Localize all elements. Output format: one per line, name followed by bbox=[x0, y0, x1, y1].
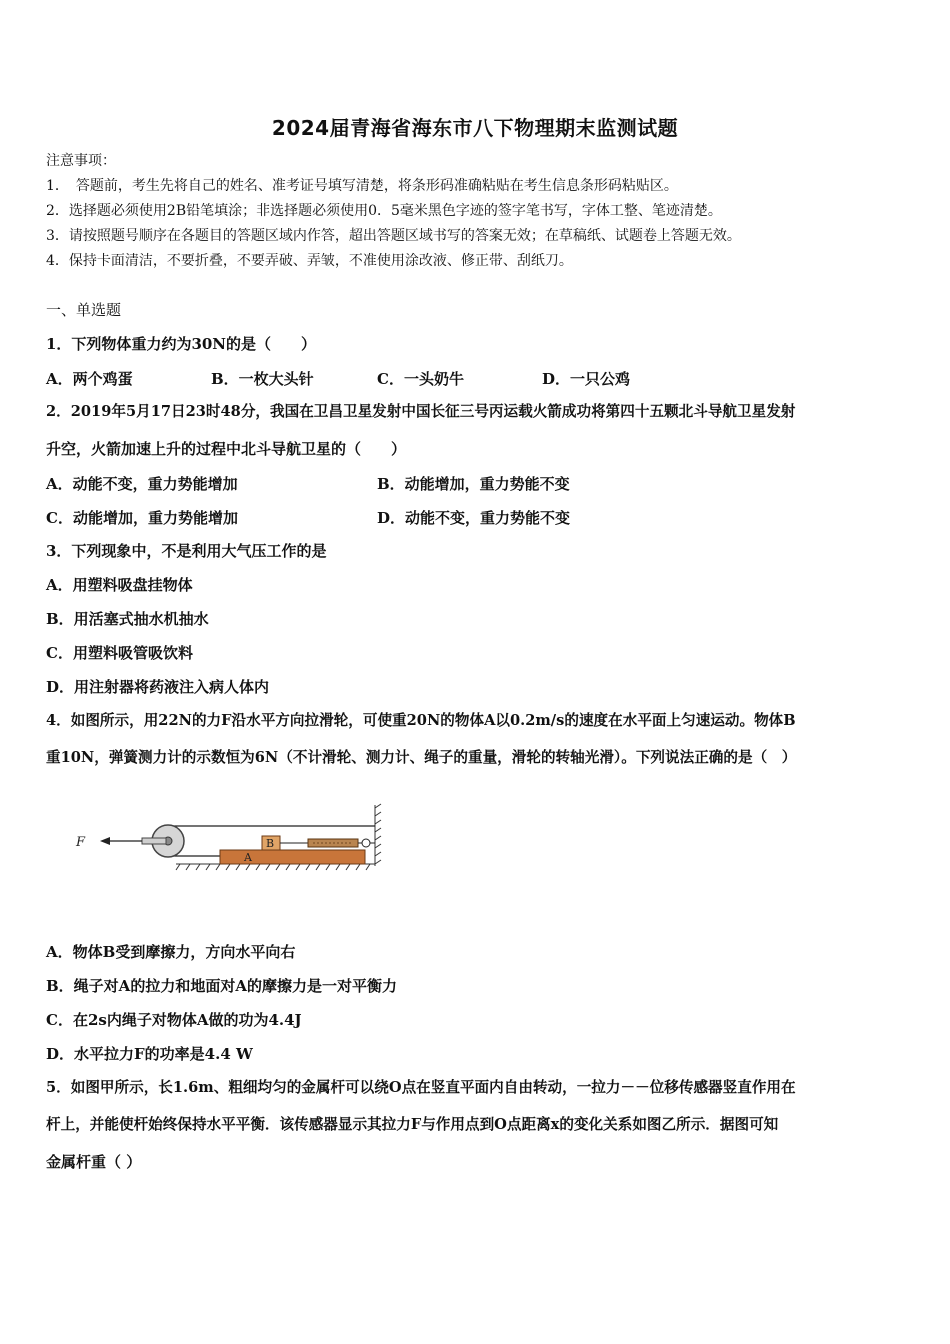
question-2-options-row-1 bbox=[46, 473, 916, 493]
notice-heading: 注意事项： bbox=[46, 153, 116, 169]
question-2-stem: 2．2019年5月17日23时48分，我国在卫昌卫星发射中国长征三号丙运载火箭成功将第四十五颗北斗导航卫星发射 bbox=[46, 403, 796, 420]
option-c: C．一头奶牛 bbox=[377, 370, 464, 388]
question-2-options-row-2 bbox=[46, 507, 916, 527]
option-b: B．动能增加，重力势能不变 bbox=[377, 475, 570, 493]
question-4-stem: 4．如图所示，用22N的力F沿水平方向拉滑轮，可使重20N的物体A以0.2m/s的速度在水平面上匀速运动。物体B bbox=[46, 712, 796, 729]
notice-item: 3．请按照题号顺序在各题目的答题区域内作答，超出答题区域书写的答案无效；在草稿纸、试题卷上答题无效。 bbox=[46, 228, 741, 244]
question-5-stem-cont: 杆上，并能使杆始终保持水平平衡．该传感器显示其拉力F与作用点到O点距离x的变化关系如图乙所示．据图可知 bbox=[46, 1116, 779, 1133]
force-label: F bbox=[76, 835, 86, 850]
option-a: A．物体B受到摩擦力，方向水平向右 bbox=[46, 943, 296, 961]
notice-item: 2．选择题必须使用2B铅笔填涂；非选择题必须使用0．5毫米黑色字迹的签字笔书写，字体工整、笔迹清楚。 bbox=[46, 203, 722, 219]
notice-item: 4．保持卡面清洁，不要折叠，不要弄破、弄皱，不准使用涂改液、修正带、刮纸刀。 bbox=[46, 253, 573, 269]
question-3-stem: 3．下列现象中，不是利用大气压工作的是 bbox=[46, 542, 327, 560]
option-d: D．动能不变，重力势能不变 bbox=[377, 509, 571, 527]
page-title: 2024届青海省海东市八下物理期末监测试题 bbox=[271, 116, 679, 140]
pulley-diagram bbox=[68, 800, 388, 878]
question-4-stem-cont: 重10N，弹簧测力计的示数恒为6N（不计滑轮、测力计、绳子的重量，滑轮的转轴光滑）。下列说法正确的是（ ） bbox=[46, 749, 797, 766]
option-c: C．动能增加，重力势能增加 bbox=[46, 509, 238, 527]
block-a bbox=[220, 850, 365, 864]
section-heading: 一、单选题 bbox=[46, 301, 122, 319]
option-d: D．一只公鸡 bbox=[542, 370, 631, 388]
question-5-stem: 5．如图甲所示，长1.6m、粗细均匀的金属杆可以绕O点在竖直平面内自由转动，一拉力－－位移传感器竖直作用在 bbox=[46, 1079, 796, 1096]
wall-ring bbox=[362, 839, 370, 847]
option-b: B．一枚大头针 bbox=[211, 370, 314, 388]
option-d: D．用注射器将药液注入病人体内 bbox=[46, 678, 270, 696]
option-b: B．用活塞式抽水机抽水 bbox=[46, 610, 209, 628]
block-a-label: A bbox=[244, 851, 252, 864]
option-a: A．用塑料吸盘挂物体 bbox=[46, 576, 193, 594]
option-d: D．水平拉力F的功率是4.4 W bbox=[46, 1045, 253, 1063]
option-c: C．用塑料吸管吸饮料 bbox=[46, 644, 193, 662]
option-a: A．两个鸡蛋 bbox=[46, 370, 133, 388]
pulley-handle bbox=[142, 838, 166, 844]
question-5-stem-end: 金属杆重（ ） bbox=[46, 1153, 142, 1171]
question-1-options bbox=[46, 368, 916, 388]
wall bbox=[375, 804, 381, 866]
option-a: A．动能不变，重力势能增加 bbox=[46, 475, 238, 493]
notice-item: 1． 答题前，考生先将自己的姓名、准考证号填写清楚，将条形码准确粘贴在考生信息条形码粘贴区。 bbox=[46, 178, 678, 194]
option-b: B．绳子对A的拉力和地面对A的摩擦力是一对平衡力 bbox=[46, 977, 397, 995]
arrow-head bbox=[100, 837, 110, 845]
block-b-label: B bbox=[266, 837, 275, 850]
ground bbox=[176, 864, 375, 870]
question-2-stem-cont: 升空，火箭加速上升的过程中北斗导航卫星的（ ） bbox=[46, 440, 407, 458]
option-c: C．在2s内绳子对物体A做的功为4.4J bbox=[46, 1011, 302, 1029]
question-1-stem: 1．下列物体重力约为30N的是（ ） bbox=[46, 335, 317, 353]
